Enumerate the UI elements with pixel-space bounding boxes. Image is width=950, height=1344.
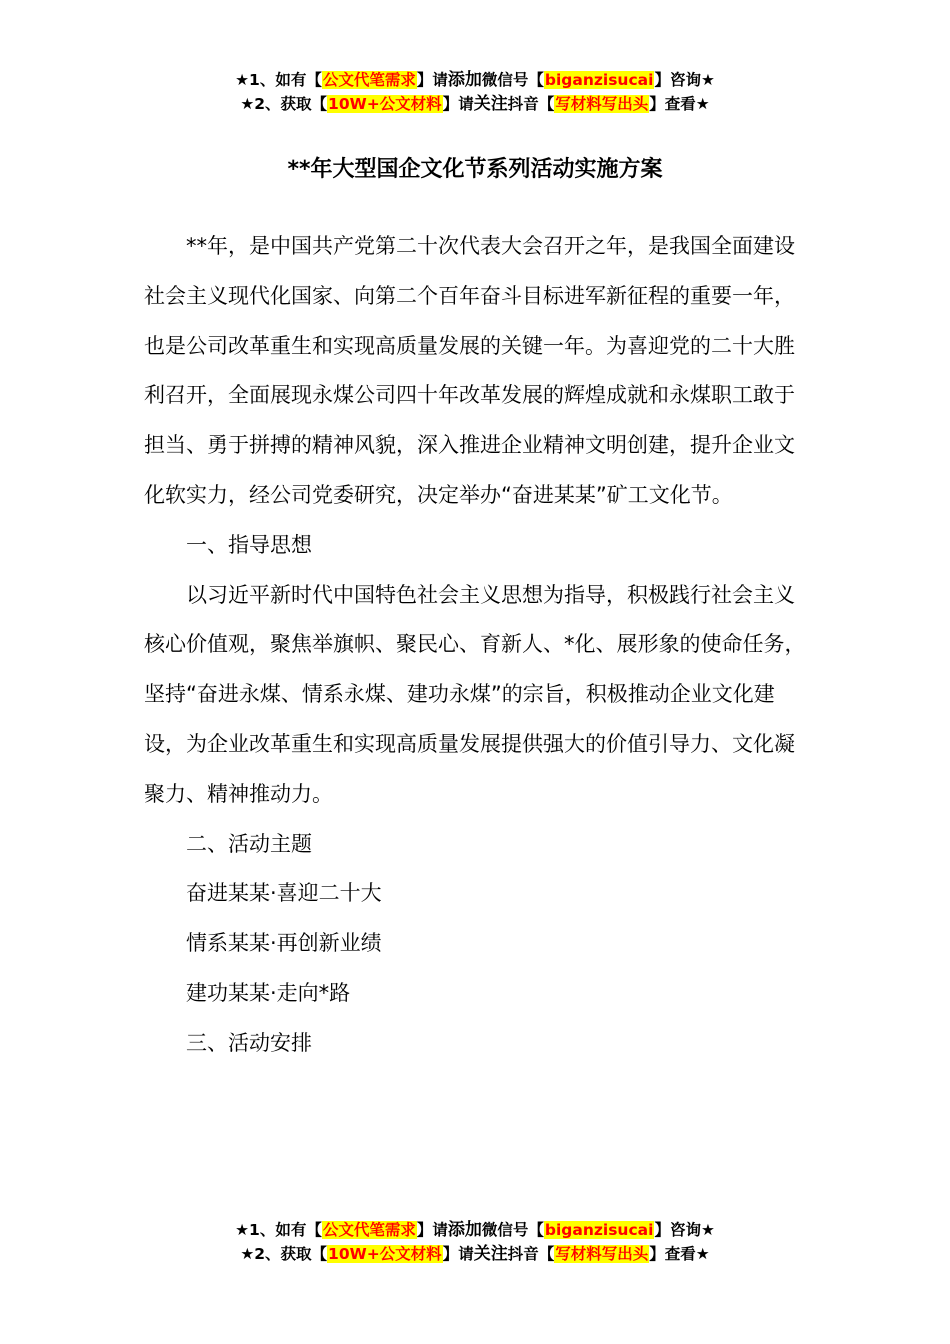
promo-line-1: ★1、如有【公文代笔需求】请添加微信号【biganzisucai】咨询★ — [235, 70, 715, 90]
highlight-ghostwriting: 公文代笔需求 — [322, 71, 416, 89]
theme-item: 情系某某·再创新业绩 — [186, 931, 382, 956]
intro-paragraph: **年，是中国共产党第二十次代表大会召开之年，是我国全面建设社会主义现代化国家、向第二个百年奋斗目标进军新征程的重要一年，也是公司改革重生和实现高质量发展的关键一年。为喜迎党的二十大胜利召开，全面展现永煤公司四十年改革发展的辉煌成就和永煤职工敢于担当、勇于拼搏的精神风貌，深入推进企业精神文明创建，提升企业文化软实力，经公司党委研究，决定举办“奋进某某”矿工文化节。 — [144, 234, 795, 507]
promo-line-1: ★1、如有【公文代笔需求】请添加微信号【biganzisucai】咨询★ — [235, 1220, 715, 1240]
highlight-materials: 10W+公文材料 — [328, 1245, 442, 1263]
highlight-wechat-id: biganzisucai — [544, 1221, 654, 1239]
header-promo-banner — [0, 68, 950, 116]
promo-line-2: ★2、获取【10W+公文材料】请关注抖音【写材料写出头】查看★ — [240, 94, 710, 114]
highlight-douyin-account: 写材料写出头 — [555, 1245, 649, 1263]
document-title: **年大型国企文化节系列活动实施方案 — [287, 157, 663, 182]
highlight-materials: 10W+公文材料 — [328, 95, 442, 113]
highlight-douyin-account: 写材料写出头 — [555, 95, 649, 113]
section-heading-guiding-ideology: 一、指导思想 — [186, 532, 312, 557]
theme-item: 建功某某·走向*路 — [186, 980, 351, 1005]
promo-line-2: ★2、获取【10W+公文材料】请关注抖音【写材料写出头】查看★ — [240, 1244, 710, 1264]
document-body — [144, 222, 808, 1069]
highlight-wechat-id: biganzisucai — [544, 71, 654, 89]
footer-promo-banner — [0, 1218, 950, 1266]
section-heading-activity-theme: 二、活动主题 — [186, 831, 312, 856]
highlight-ghostwriting: 公文代笔需求 — [322, 1221, 416, 1239]
section-heading-activity-arrangement: 三、活动安排 — [186, 1030, 312, 1055]
theme-item: 奋进某某·喜迎二十大 — [186, 881, 382, 906]
guiding-ideology-paragraph: 以习近平新时代中国特色社会主义思想为指导，积极践行社会主义核心价值观，聚焦举旗帜、聚民心、育新人、*化、展形象的使命任务，坚持“奋进永煤、情系永煤、建功永煤”的宗旨，积极推动企业文化建设，为企业改革重生和实现高质量发展提供强大的价值引导力、文化凝聚力、精神推动力。 — [144, 582, 806, 806]
